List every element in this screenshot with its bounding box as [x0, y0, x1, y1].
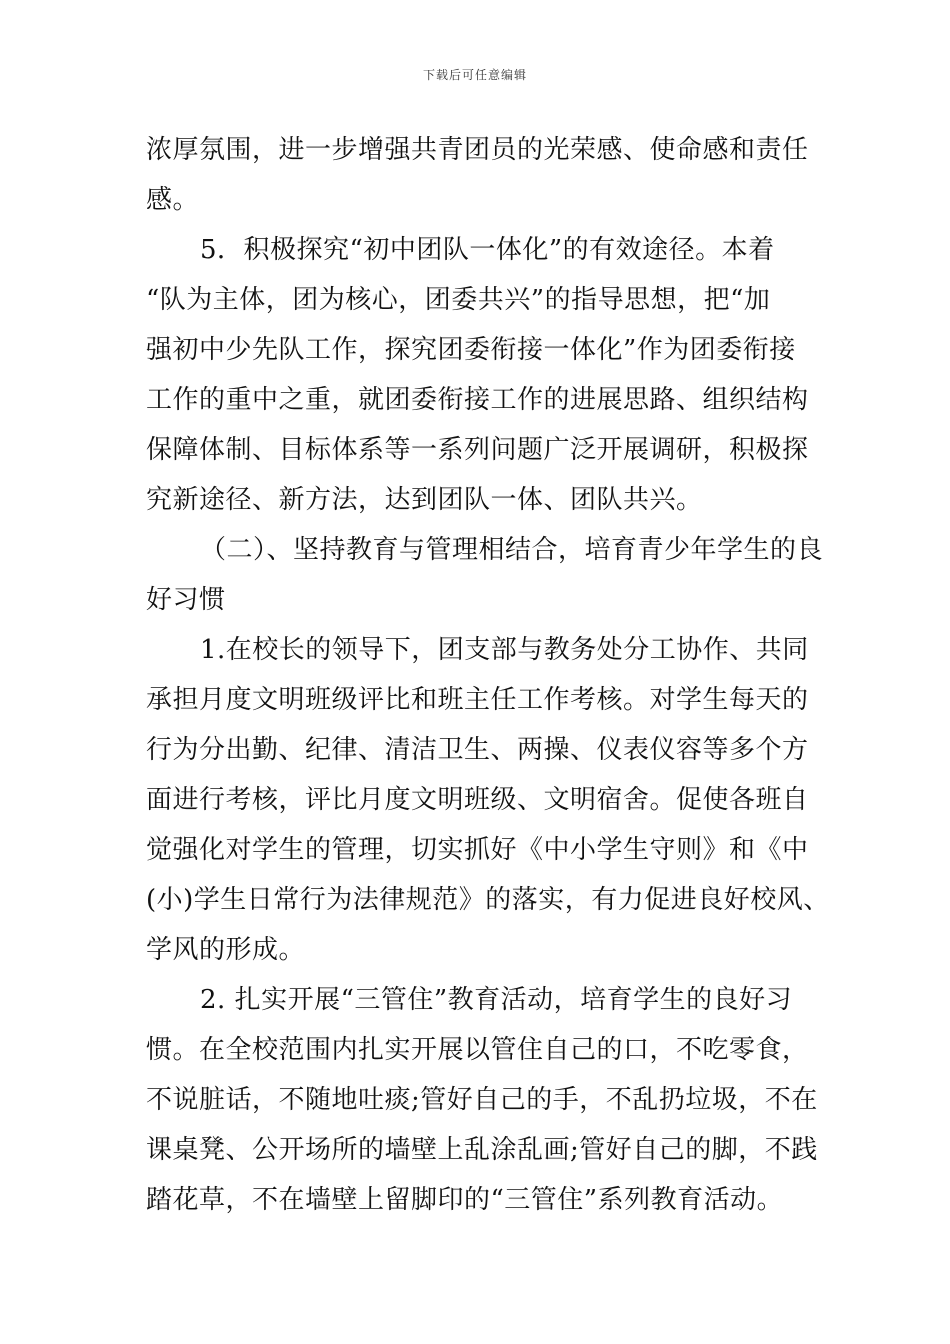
text-line: 踏花草，不在墙壁上留脚印的“三管住”系列教育活动。: [146, 1185, 784, 1215]
text-line: 学风的形成。: [146, 935, 306, 965]
text-line: 工作的重中之重，就团委衔接工作的进展思路、组织结构: [146, 385, 809, 415]
text-line: 2. 扎实开展“三管住”教育活动，培育学生的良好习: [200, 985, 793, 1015]
text-line: 好习惯: [146, 585, 226, 615]
text-line: 保障体制、目标体系等一系列问题广泛开展调研，积极探: [146, 435, 809, 465]
text-line: “队为主体，团为核心，团委共兴”的指导思想，把“加: [146, 285, 771, 315]
text-line: 感。: [146, 185, 200, 215]
text-line: 行为分出勤、纪律、清洁卫生、两操、仪表仪容等多个方: [146, 735, 809, 765]
text-line: 1.在校长的领导下，团支部与教务处分工协作、共同: [200, 635, 809, 665]
text-line: 5．积极探究“初中团队一体化”的有效途径。本着: [200, 235, 775, 265]
text-line: 强初中少先队工作，探究团委衔接一体化”作为团委衔接: [146, 335, 796, 365]
text-line: 面进行考核，评比月度文明班级、文明宿舍。促使各班自: [146, 785, 809, 815]
text-line: 觉强化对学生的管理，切实抓好《中小学生守则》和《中: [146, 835, 809, 865]
text-line: 课桌凳、公开场所的墙壁上乱涂乱画;管好自己的脚，不践: [146, 1135, 818, 1165]
text-line: 不说脏话，不随地吐痰;管好自己的手，不乱扔垃圾，不在: [146, 1085, 818, 1115]
text-line: 承担月度文明班级评比和班主任工作考核。对学生每天的: [146, 685, 809, 715]
text-line: 究新途径、新方法，达到团队一体、团队共兴。: [146, 485, 703, 515]
text-line: 惯。在全校范围内扎实开展以管住自己的口，不吃零食，: [146, 1035, 809, 1065]
text-line: 浓厚氛围，进一步增强共青团员的光荣感、使命感和责任: [146, 135, 809, 165]
text-line: (小)学生日常行为法律规范》的落实，有力促进良好校风、: [146, 885, 830, 915]
page-header: 下载后可任意编辑: [422, 68, 527, 82]
text-line: （二）、坚持教育与管理相结合，培育青少年学生的良: [200, 535, 824, 565]
